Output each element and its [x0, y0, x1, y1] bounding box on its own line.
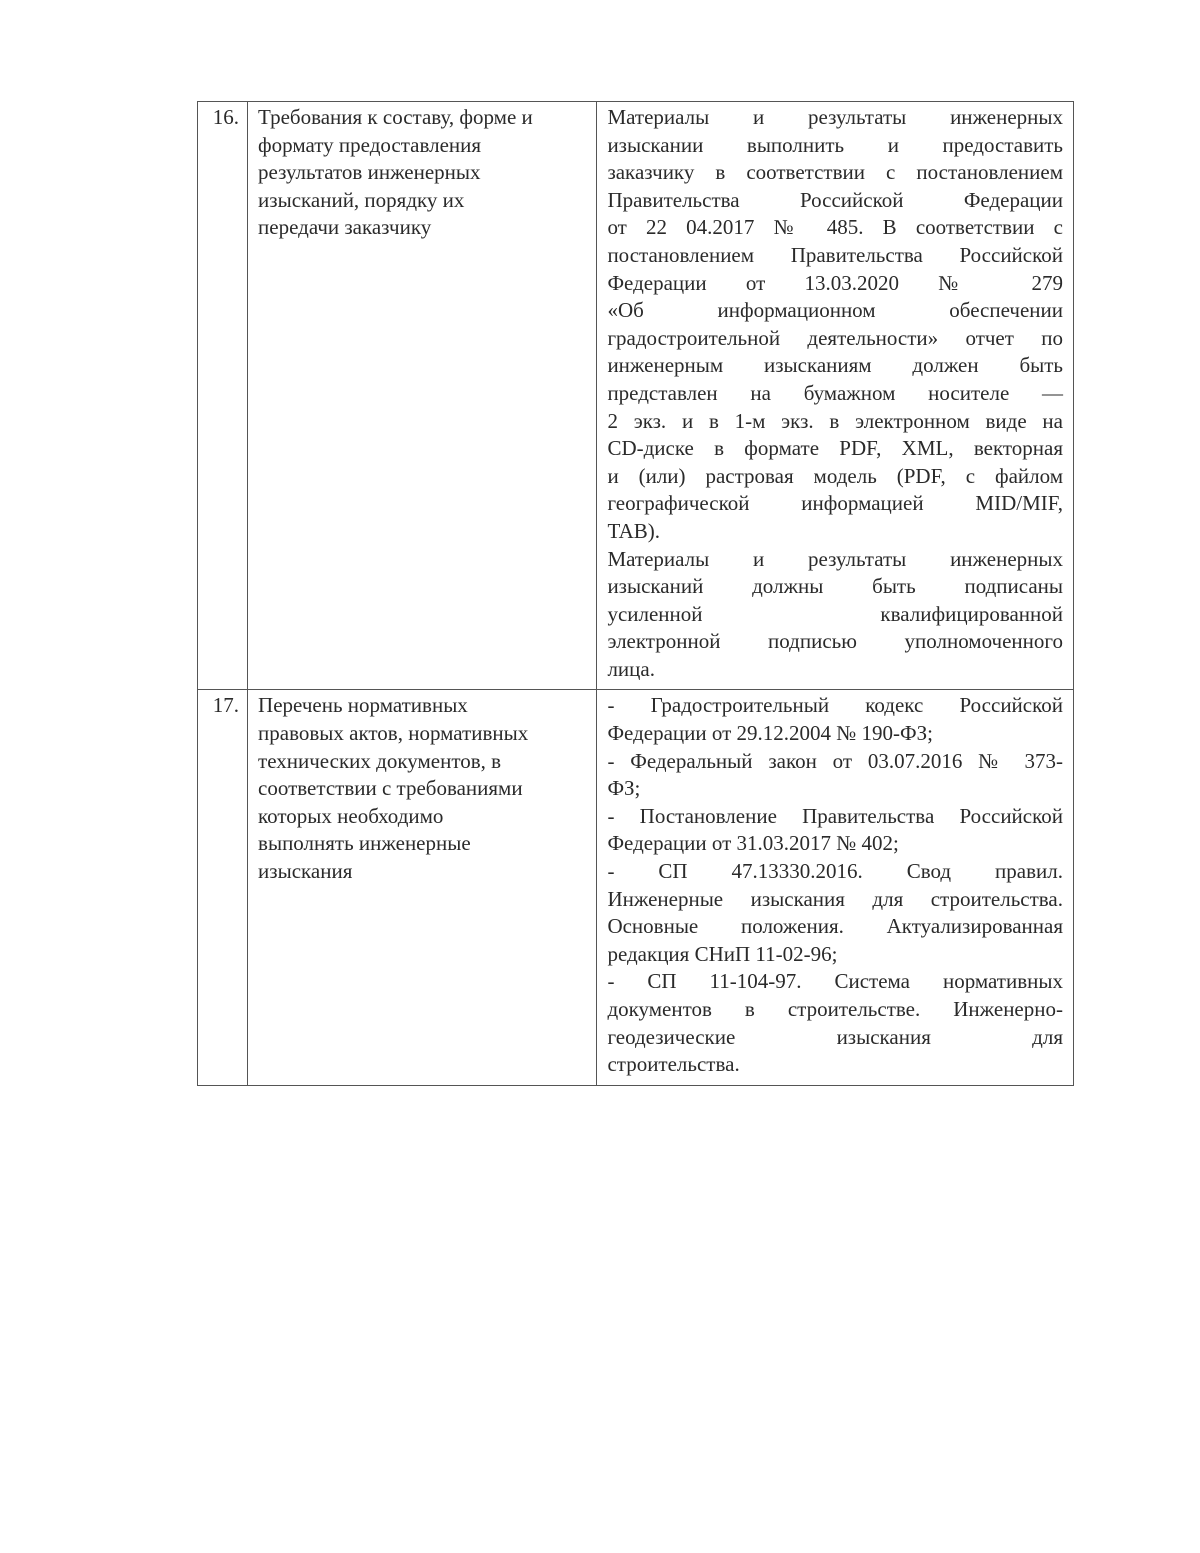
row-label [248, 690, 597, 1085]
content-line: географической информацией MID/MIF, [607, 491, 1063, 516]
content-line: Федерации от 13.03.2020 № 279 [607, 270, 1063, 295]
label-line: Требования к составу, форме и [258, 105, 533, 129]
label-line: формату предоставления [258, 132, 482, 157]
content-line: усиленной квалифицированной [607, 601, 1063, 626]
content-line: Федерации от 31.03.2017 № 402; [607, 831, 899, 856]
content-line: Инженерные изыскания для строительства. [607, 886, 1063, 911]
row-number: 16. [198, 102, 248, 690]
content-line: - Градостроительный кодекс Российской [607, 693, 1063, 718]
row-label [248, 102, 597, 690]
content-paragraph [607, 803, 1063, 858]
row-content [597, 102, 1074, 690]
content-line: Материалы и результаты инженерных [607, 546, 1063, 571]
table-row [198, 102, 1074, 690]
label-line: технических документов, в [258, 748, 502, 773]
content-line: строительства. [607, 1052, 740, 1077]
content-line: от 22 04.2017 № 485. В соответствии с [607, 215, 1063, 240]
label-line: изысканий, порядку их [258, 187, 465, 212]
label-line: соответствии с требованиями [258, 776, 523, 801]
label-line: выполнять инженерные [258, 831, 471, 856]
content-line: CD-диске в формате PDF, XML, векторная [607, 436, 1063, 461]
content-line: геодезические изыскания для [607, 1024, 1063, 1049]
table-row [198, 690, 1074, 1085]
label-line: Перечень нормативных [258, 693, 468, 718]
content-line: «Об информационном обеспечении [607, 298, 1063, 323]
content-line: ФЗ; [607, 776, 641, 801]
label-line: результатов инженерных [258, 160, 481, 185]
row-number: 17. [198, 690, 248, 1085]
label-line: правовых актов, нормативных [258, 721, 529, 746]
content-line: - СП 11-104-97. Система нормативных [607, 969, 1063, 994]
content-line: лица. [607, 656, 655, 681]
content-line: Основные положения. Актуализированная [607, 914, 1063, 939]
content-line: представлен на бумажном носителе — [607, 380, 1063, 405]
content-line: градостроительной деятельности» отчет по [607, 325, 1063, 350]
content-line: - Федеральный закон от 03.07.2016 № 373- [607, 748, 1063, 773]
content-line: изыскании выполнить и предоставить [607, 132, 1063, 157]
content-line: инженерным изысканиям должен быть [607, 353, 1063, 378]
label-line: передачи заказчику [258, 215, 432, 240]
content-paragraph [607, 692, 1063, 747]
content-line: изысканий должны быть подписаны [607, 574, 1063, 599]
content-line: заказчику в соответствии с постановлением [607, 160, 1063, 185]
content-paragraph [607, 748, 1063, 803]
content-paragraph [607, 104, 1063, 546]
content-paragraph [607, 546, 1063, 684]
requirements-table [197, 101, 1074, 1086]
content-line: редакция СНиП 11-02-96; [607, 941, 838, 966]
content-line: Федерации от 29.12.2004 № 190-ФЗ; [607, 721, 933, 746]
content-line: документов в строительстве. Инженерно- [607, 997, 1063, 1021]
label-line: которых необходимо [258, 803, 444, 828]
content-line: Материалы и результаты инженерных [607, 105, 1063, 129]
content-line: постановлением Правительства Российской [607, 242, 1063, 267]
content-line: - СП 47.13330.2016. Свод правил. [607, 859, 1063, 884]
content-line: Правительства Российской Федерации [607, 187, 1063, 212]
content-line: - Постановление Правительства Российской [607, 803, 1063, 828]
content-line: 2 экз. и в 1-м экз. в электронном виде на [607, 408, 1063, 433]
table-body [198, 102, 1074, 1086]
content-paragraph [607, 968, 1063, 1078]
content-line: электронной подписью уполномоченного [607, 629, 1063, 654]
row-content [597, 690, 1074, 1085]
content-paragraph [607, 858, 1063, 968]
label-line: изыскания [258, 859, 353, 884]
content-line: и (или) растровая модель (PDF, с файлом [607, 463, 1063, 488]
content-line: TAB). [607, 518, 660, 543]
